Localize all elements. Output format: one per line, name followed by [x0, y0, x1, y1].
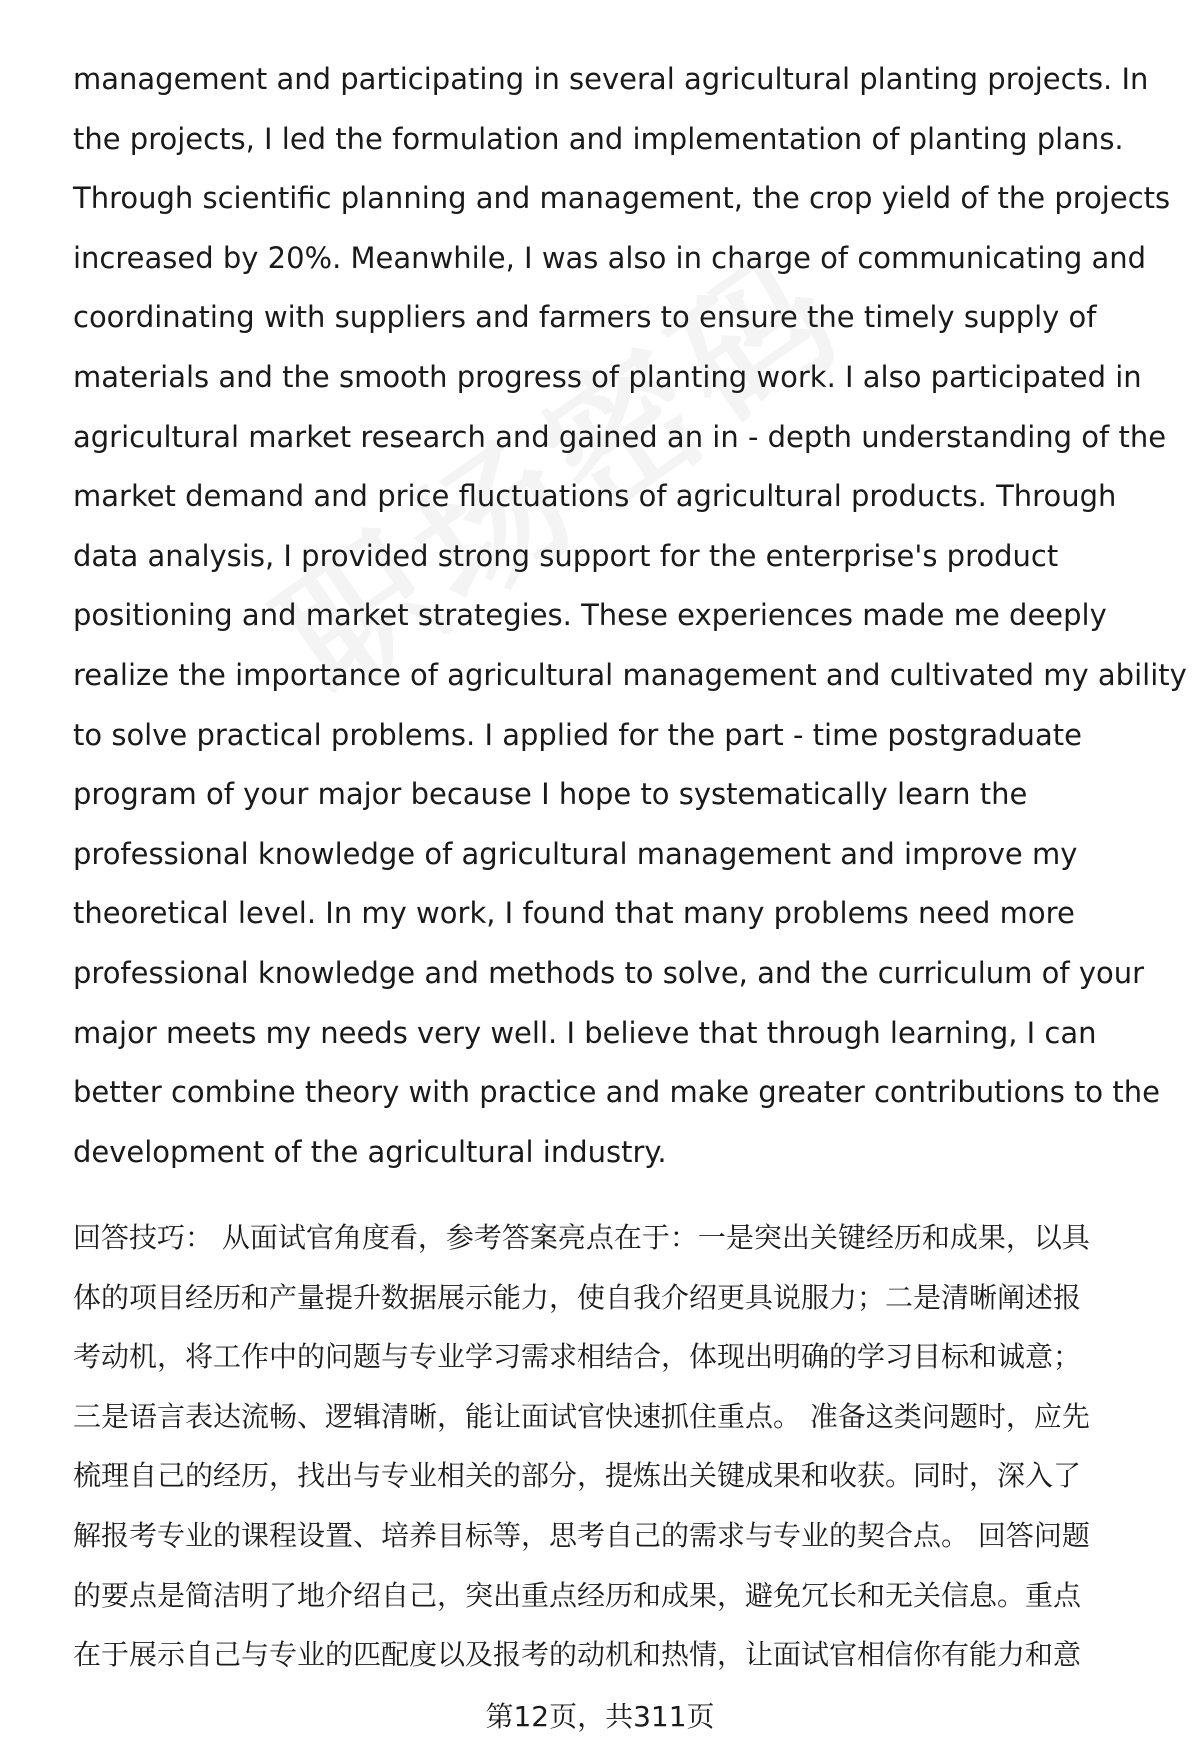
text-line: agricultural market research and gained an in - depth understanding of the: [73, 419, 1167, 454]
tips-line: 解报考专业的课程设置、培养目标等，思考自己的需求与专业的契合点。 回答问题: [73, 1518, 1090, 1552]
tips-line: 考动机，将工作中的问题与专业学习需求相结合，体现出明确的学习目标和诚意；: [73, 1340, 1082, 1374]
text-line: major meets my needs very well. I believe that through learning, I can: [73, 1015, 1097, 1050]
tips-line: 回答技巧： 从面试官角度看，参考答案亮点在于：一是突出关键经历和成果，以具: [73, 1221, 1090, 1254]
page-number: 第12页，共311页: [485, 1700, 715, 1733]
text-line: development of the agricultural industry.: [73, 1134, 667, 1169]
text-line: to solve practical problems. I applied for the part - time postgraduate: [73, 717, 1082, 752]
text-line: theoretical level. In my work, I found that many problems need more: [73, 896, 1075, 931]
text-line: positioning and market strategies. These experiences made me deeply: [73, 598, 1107, 633]
text-line: better combine theory with practice and make greater contributions to the: [73, 1075, 1160, 1110]
text-line: increased by 20%. Meanwhile, I was also in charge of communicating and: [73, 240, 1147, 275]
text-line: realize the importance of agricultural management and cultivated my ability: [73, 657, 1187, 692]
tips-line: 的要点是简洁明了地介绍自己，突出重点经历和成果，避免冗长和无关信息。重点: [73, 1578, 1082, 1612]
answer-paragraph: [73, 50, 1187, 1182]
text-line: professional knowledge of agricultural management and improve my: [73, 836, 1078, 871]
answer-tips-paragraph: [73, 1208, 1153, 1685]
tips-line: 梳理自己的经历，找出与专业相关的部分，提炼出关键成果和收获。同时，深入了: [73, 1459, 1082, 1493]
text-line: materials and the smooth progress of planting work. I also participated in: [73, 359, 1142, 394]
tips-line: 三是语言表达流畅、逻辑清晰，能让面试官快速抓住重点。 准备这类问题时，应先: [73, 1399, 1090, 1433]
text-line: professional knowledge and methods to solve, and the curriculum of your: [73, 955, 1145, 990]
tips-line: 在于展示自己与专业的匹配度以及报考的动机和热情，让面试官相信你有能力和意: [73, 1638, 1082, 1672]
text-line: program of your major because I hope to systematically learn the: [73, 777, 1028, 812]
text-line: Through scientific planning and management, the crop yield of the projects: [73, 181, 1171, 216]
text-line: market demand and price fluctuations of agricultural products. Through: [73, 479, 1117, 514]
text-line: management and participating in several agricultural planting projects. In: [73, 62, 1149, 96]
text-line: the projects, I led the formulation and implementation of planting plans.: [73, 121, 1124, 156]
text-line: coordinating with suppliers and farmers to ensure the timely supply of: [73, 300, 1097, 335]
text-line: data analysis, I provided strong support for the enterprise's product: [73, 538, 1059, 573]
tips-line: 体的项目经历和产量提升数据展示能力，使自我介绍更具说服力；二是清晰阐述报: [73, 1280, 1082, 1314]
